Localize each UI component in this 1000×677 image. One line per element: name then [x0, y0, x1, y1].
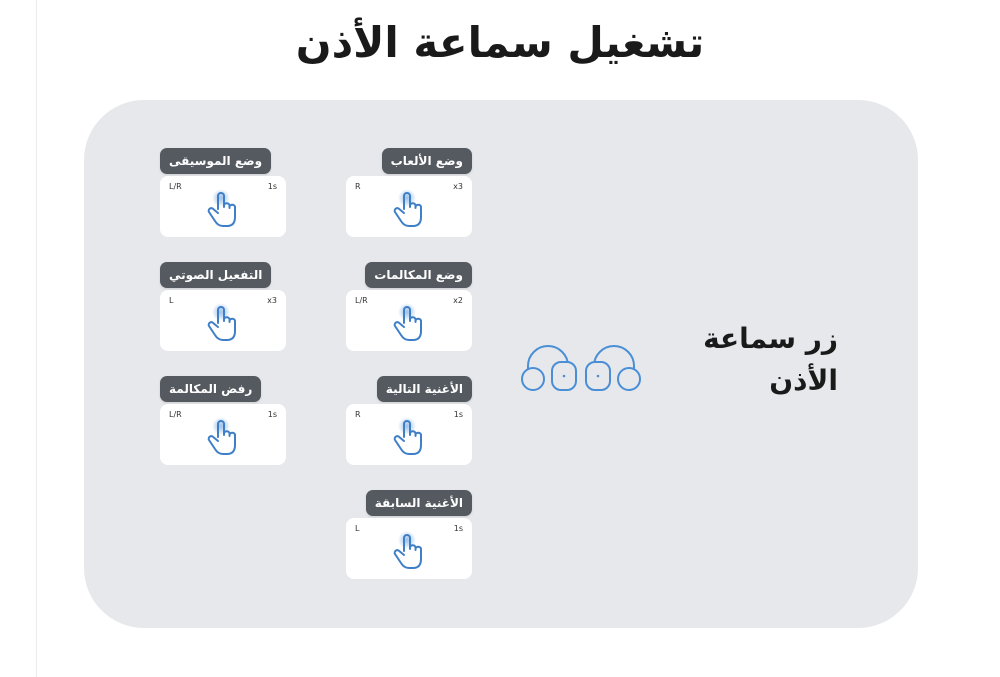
card-label: وضع المكالمات: [365, 262, 472, 288]
card-body: [160, 290, 286, 351]
card-body: [160, 404, 286, 465]
tap-hand-icon: [204, 415, 242, 459]
earbud-side-text: L/R: [169, 182, 182, 191]
earbud-side-text: L: [169, 296, 174, 305]
card-body: [346, 404, 472, 465]
gesture-text: 1s: [453, 524, 463, 533]
gesture-text: 1s: [267, 182, 277, 191]
card-label: وضع الموسيقى: [160, 148, 271, 174]
gesture-text: x2: [453, 296, 463, 305]
card-label: رفض المكالمة: [160, 376, 261, 402]
card-body: [346, 290, 472, 351]
card-label: الأغنية السابقة: [366, 490, 472, 516]
page-title: تشغيل سماعة الأذن: [295, 18, 705, 67]
page-edge-rule: [36, 0, 37, 677]
card-label: الأغنية التالية: [377, 376, 472, 402]
earbud-button-label: [688, 318, 838, 402]
tap-hand-icon: [390, 187, 428, 231]
tap-hand-icon: [390, 415, 428, 459]
tap-hand-icon: [204, 187, 242, 231]
tap-hand-icon: [390, 301, 428, 345]
tap-hand-icon: [390, 529, 428, 573]
card-label: وضع الألعاب: [382, 148, 472, 174]
card-body: [160, 176, 286, 237]
earbud-side-text: R: [355, 410, 361, 419]
card-body: [346, 518, 472, 579]
gesture-text: x3: [267, 296, 277, 305]
tap-hand-icon: [204, 301, 242, 345]
earbuds-icon: [518, 338, 644, 394]
card-body: [346, 176, 472, 237]
gesture-text: 1s: [453, 410, 463, 419]
earbud-button-label-line2: الأذن: [769, 364, 838, 397]
earbud-side-text: R: [355, 182, 361, 191]
earbud-button-label-line1: زر سماعة: [703, 322, 838, 355]
earbud-side-text: L/R: [169, 410, 182, 419]
card-label: التفعيل الصوتي: [160, 262, 271, 288]
gesture-text: 1s: [267, 410, 277, 419]
earbud-side-text: L: [355, 524, 360, 533]
gesture-text: x3: [453, 182, 463, 191]
earbud-side-text: L/R: [355, 296, 368, 305]
